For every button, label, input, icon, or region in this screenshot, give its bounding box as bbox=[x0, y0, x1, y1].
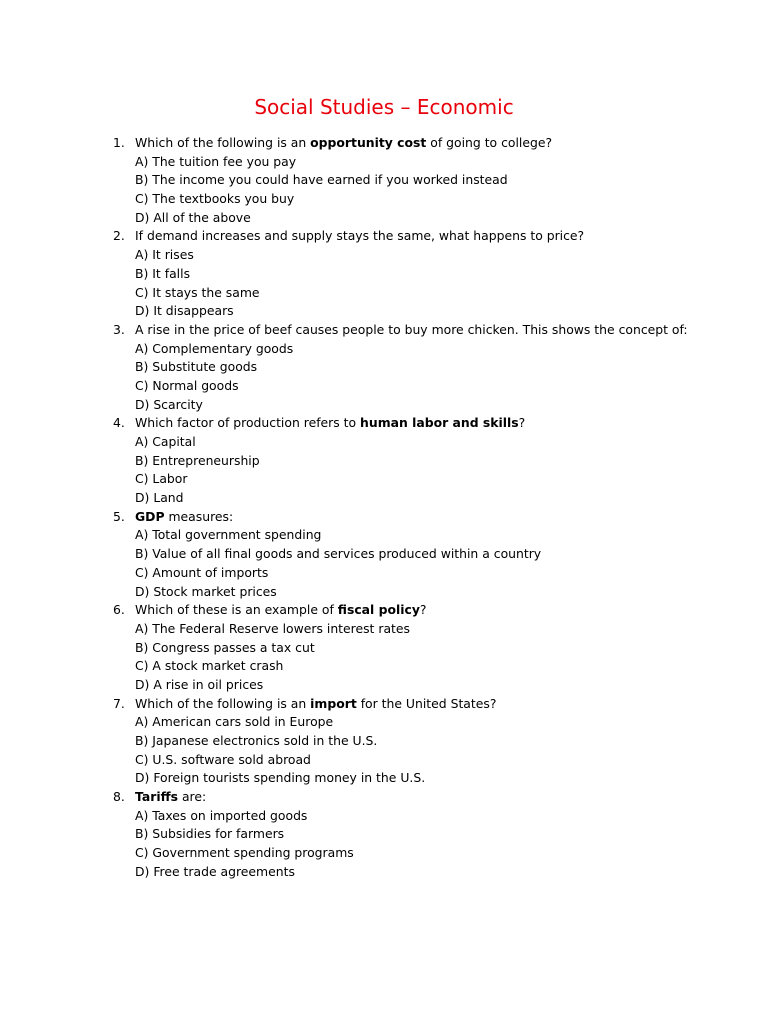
question-text-segment: for the United States? bbox=[356, 695, 497, 711]
answer-option bbox=[0, 171, 768, 190]
question-text-segment: Which of these is an example of bbox=[135, 602, 338, 618]
answer-option bbox=[0, 713, 768, 732]
answer-option bbox=[0, 844, 768, 863]
answer-option-text: C) Labor bbox=[135, 471, 188, 487]
answer-option bbox=[0, 209, 768, 228]
answer-option bbox=[0, 302, 768, 321]
question-key-term: GDP bbox=[135, 508, 165, 524]
answer-option-text: B) Subsidies for farmers bbox=[135, 826, 285, 842]
question-key-term: opportunity cost bbox=[310, 135, 427, 150]
question-text-segment: ? bbox=[518, 415, 526, 431]
answer-option bbox=[0, 190, 768, 209]
page-title: Social Studies – Economic bbox=[254, 95, 514, 119]
answer-option bbox=[0, 358, 768, 377]
answer-option-text: D) All of the above bbox=[135, 209, 251, 225]
answer-option-text: D) Land bbox=[135, 490, 184, 506]
question-number: 4. bbox=[113, 415, 125, 431]
answer-option-text: B) Value of all final goods and services produced within a country bbox=[135, 546, 542, 562]
question-item bbox=[0, 414, 768, 507]
question-number: 5. bbox=[113, 508, 125, 524]
question-number: 6. bbox=[113, 602, 125, 618]
question-key-term: import bbox=[310, 695, 357, 711]
answer-option-text: B) The income you could have earned if you worked instead bbox=[135, 172, 508, 188]
answer-option-text: D) Stock market prices bbox=[135, 583, 277, 599]
answer-option-text: D) Scarcity bbox=[135, 396, 203, 412]
answer-option bbox=[0, 246, 768, 265]
question-text-segment: Which of the following is an bbox=[135, 695, 311, 711]
answer-option-text: D) Foreign tourists spending money in the U.S. bbox=[135, 770, 426, 786]
answer-option bbox=[0, 564, 768, 583]
question-text bbox=[135, 321, 688, 340]
answer-option bbox=[0, 452, 768, 471]
question-line bbox=[0, 134, 768, 153]
question-list bbox=[0, 134, 768, 882]
answer-option-text: B) Substitute goods bbox=[135, 359, 258, 375]
answer-option-text: A) Capital bbox=[135, 434, 196, 449]
answer-option bbox=[0, 284, 768, 303]
question-item bbox=[0, 695, 768, 788]
question-key-term: Tariffs bbox=[135, 789, 178, 805]
question-number: 3. bbox=[113, 321, 125, 337]
question-line bbox=[0, 788, 768, 807]
question-text-segment: ? bbox=[419, 602, 427, 618]
answer-option bbox=[0, 676, 768, 695]
question-item bbox=[0, 508, 768, 601]
question-text-segment: measures: bbox=[164, 508, 234, 524]
answer-option-text: C) Normal goods bbox=[135, 377, 239, 393]
answer-option-text: A) American cars sold in Europe bbox=[135, 714, 334, 730]
question-text-segment: If demand increases and supply stays the same, what happens to price? bbox=[135, 228, 585, 244]
question-item bbox=[0, 601, 768, 694]
answer-option bbox=[0, 583, 768, 602]
answer-option-text: C) Amount of imports bbox=[135, 564, 269, 580]
answer-option bbox=[0, 489, 768, 508]
question-line bbox=[0, 414, 768, 433]
answer-option-text: B) Entrepreneurship bbox=[135, 452, 260, 468]
answer-option bbox=[0, 433, 768, 452]
question-key-term: human labor and skills bbox=[360, 415, 519, 431]
answer-option-text: B) Japanese electronics sold in the U.S. bbox=[135, 733, 378, 748]
question-text-segment: of going to college? bbox=[426, 135, 553, 150]
answer-option-text: A) It rises bbox=[135, 247, 194, 263]
answer-option bbox=[0, 863, 768, 882]
question-text bbox=[135, 134, 552, 153]
answer-option bbox=[0, 153, 768, 172]
answer-option-text: A) The tuition fee you pay bbox=[135, 153, 297, 169]
answer-option-text: A) Complementary goods bbox=[135, 340, 294, 356]
question-number: 8. bbox=[113, 789, 125, 805]
question-line bbox=[0, 601, 768, 620]
answer-option bbox=[0, 639, 768, 658]
question-item bbox=[0, 134, 768, 227]
answer-option bbox=[0, 470, 768, 489]
question-text-segment: Which factor of production refers to bbox=[135, 415, 361, 431]
question-text-segment: Which of the following is an bbox=[135, 135, 311, 150]
question-text bbox=[135, 414, 525, 433]
answer-option-text: C) U.S. software sold abroad bbox=[135, 751, 311, 767]
answer-option bbox=[0, 620, 768, 639]
question-line bbox=[0, 321, 768, 340]
answer-option bbox=[0, 377, 768, 396]
answer-option-text: C) A stock market crash bbox=[135, 658, 284, 674]
answer-option bbox=[0, 545, 768, 564]
answer-option-text: D) A rise in oil prices bbox=[135, 676, 264, 692]
answer-option bbox=[0, 657, 768, 676]
answer-option-text: B) Congress passes a tax cut bbox=[135, 639, 315, 655]
question-text-segment: are: bbox=[178, 789, 207, 805]
question-item bbox=[0, 788, 768, 881]
answer-option bbox=[0, 825, 768, 844]
question-line bbox=[0, 695, 768, 714]
question-item bbox=[0, 321, 768, 414]
answer-option bbox=[0, 526, 768, 545]
answer-option-text: C) Government spending programs bbox=[135, 845, 354, 861]
answer-option bbox=[0, 769, 768, 788]
answer-option-text: A) Taxes on imported goods bbox=[135, 807, 308, 823]
answer-option-text: B) It falls bbox=[135, 265, 191, 281]
answer-option bbox=[0, 340, 768, 359]
question-text bbox=[135, 695, 496, 714]
answer-option bbox=[0, 396, 768, 415]
question-text-segment: A rise in the price of beef causes people to buy more chicken. This shows the concept of: bbox=[135, 321, 688, 337]
question-number: 2. bbox=[113, 228, 125, 244]
answer-option-text: A) The Federal Reserve lowers interest rates bbox=[135, 620, 410, 636]
answer-option-text: D) It disappears bbox=[135, 303, 234, 319]
answer-option bbox=[0, 265, 768, 284]
question-key-term: fiscal policy bbox=[337, 602, 420, 618]
question-number: 1. bbox=[113, 135, 125, 150]
answer-option-text: A) Total government spending bbox=[135, 527, 322, 543]
answer-option-text: D) Free trade agreements bbox=[135, 863, 295, 879]
question-number: 7. bbox=[113, 695, 125, 711]
answer-option bbox=[0, 751, 768, 770]
question-line bbox=[0, 227, 768, 246]
answer-option bbox=[0, 807, 768, 826]
question-text bbox=[135, 227, 584, 246]
question-text bbox=[135, 508, 233, 527]
answer-option bbox=[0, 732, 768, 751]
question-line bbox=[0, 508, 768, 527]
answer-option-text: C) It stays the same bbox=[135, 284, 260, 300]
question-text bbox=[135, 788, 206, 807]
question-item bbox=[0, 227, 768, 320]
question-text bbox=[135, 601, 426, 620]
answer-option-text: C) The textbooks you buy bbox=[135, 191, 295, 207]
